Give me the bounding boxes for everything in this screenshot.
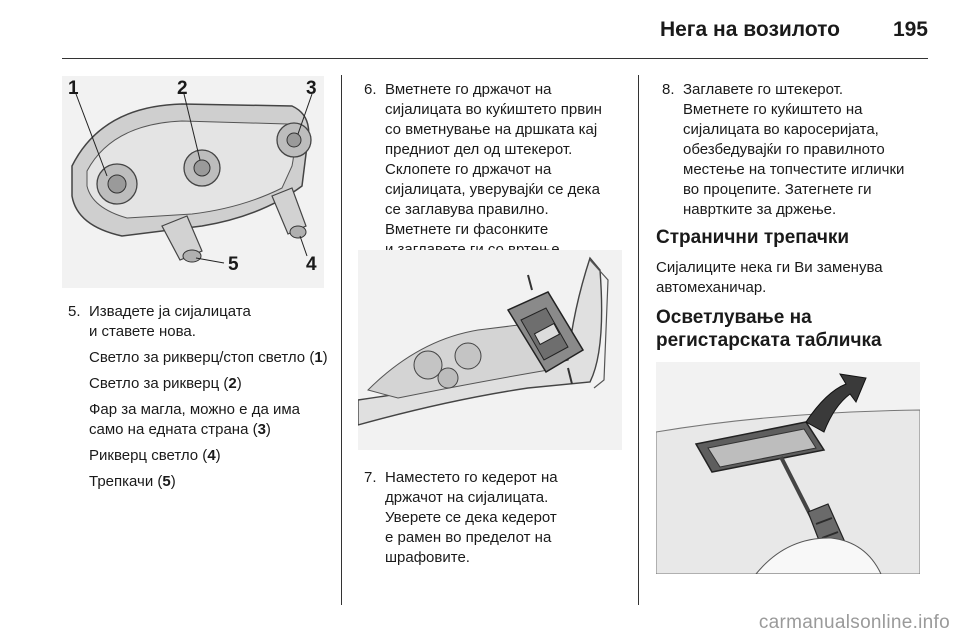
- step-text-line: Вметнете го држачот на: [385, 81, 552, 98]
- column-divider-left: [341, 75, 342, 605]
- step-text-line: местење на топчестите иглички: [683, 161, 905, 178]
- header-divider: [62, 58, 928, 59]
- step-8: [662, 80, 952, 220]
- step-text-line: шрафовите.: [385, 549, 470, 566]
- figure-bulb-holder: [62, 76, 324, 288]
- heading-line: Осветлување на: [656, 307, 812, 328]
- page-title: Нега на возилото: [659, 18, 840, 41]
- step-text-line: во процепите. Затегнете ги: [683, 181, 872, 198]
- step-number: 8.: [662, 81, 675, 98]
- side-indicators-text: [656, 258, 951, 298]
- step-text-line: навртките за држење.: [683, 201, 837, 218]
- section-heading-side-indicators: Странични трепачки: [656, 227, 850, 248]
- callout-2: 2: [177, 78, 188, 99]
- lamp-housing-illustration: [358, 250, 622, 450]
- step-text-line: Наместето го кедерот на: [385, 469, 558, 486]
- step-text-line: сијалицата, уверувајќи се дека: [385, 181, 600, 198]
- figure-lamp-housing: [358, 250, 622, 450]
- page-number: 195: [892, 18, 928, 41]
- paragraph-line: автомеханичар.: [656, 279, 767, 296]
- step-text-line: Заглавете го штекерот.: [683, 81, 844, 98]
- step-number: 5.: [68, 303, 81, 320]
- callout-4: 4: [306, 254, 317, 275]
- step-text-line: Склопете го држачот на: [385, 161, 552, 178]
- step-7: [364, 468, 634, 568]
- paragraph-line: Сијалиците нека ги Ви заменува: [656, 259, 883, 276]
- step-text-line: Уверете се дека кедерот: [385, 509, 557, 526]
- step-number: 7.: [364, 469, 377, 486]
- step-text-line: предниот дел од штекерот.: [385, 141, 573, 158]
- figure-plate-light: [656, 362, 920, 574]
- callout-1: 1: [68, 78, 79, 99]
- step-5: [68, 302, 336, 492]
- callout-3: 3: [306, 78, 317, 99]
- step-text-line: сијалицата во куќиштето првин: [385, 101, 602, 118]
- heading-line: регистарската табличка: [656, 330, 882, 351]
- bulb-holder-illustration: [62, 76, 324, 288]
- step-text-line: Извадете ја сијалицата: [89, 303, 251, 320]
- step-text-line: и ставете нова.: [89, 323, 196, 340]
- step-text-line: е рамен во пределот на: [385, 529, 552, 546]
- step-6: [364, 80, 634, 260]
- step-text-line: сијалицата во каросеријата,: [683, 121, 879, 138]
- step-text-line: Вметнете го куќиштето на: [683, 101, 863, 118]
- watermark: carmanualsonline.info: [758, 612, 950, 633]
- step-text-line: обезбедувајќи го правилното: [683, 141, 885, 158]
- step-text-line: Вметнете ги фасонките: [385, 221, 549, 238]
- step-number: 6.: [364, 81, 377, 98]
- plate-light-illustration: [656, 362, 920, 574]
- step-text-line: држачот на сијалицата.: [385, 489, 549, 506]
- callout-5: 5: [228, 254, 239, 275]
- step-text-line: се заглавува правилно.: [385, 201, 549, 218]
- bulb-item: Светло за рикверц/стоп светло (1): [89, 349, 328, 366]
- bulb-item: Рикверц светло (4): [89, 447, 221, 464]
- column-divider-right: [638, 75, 639, 605]
- bulb-item: Фар за магла, можно е да има само на едната страна (3): [89, 401, 300, 438]
- section-heading-plate-light: [656, 306, 951, 352]
- step-text-line: со вметнување на дршката кај: [385, 121, 598, 138]
- bulb-item: Трепкачи (5): [89, 473, 176, 490]
- bulb-item: Светло за рикверц (2): [89, 375, 242, 392]
